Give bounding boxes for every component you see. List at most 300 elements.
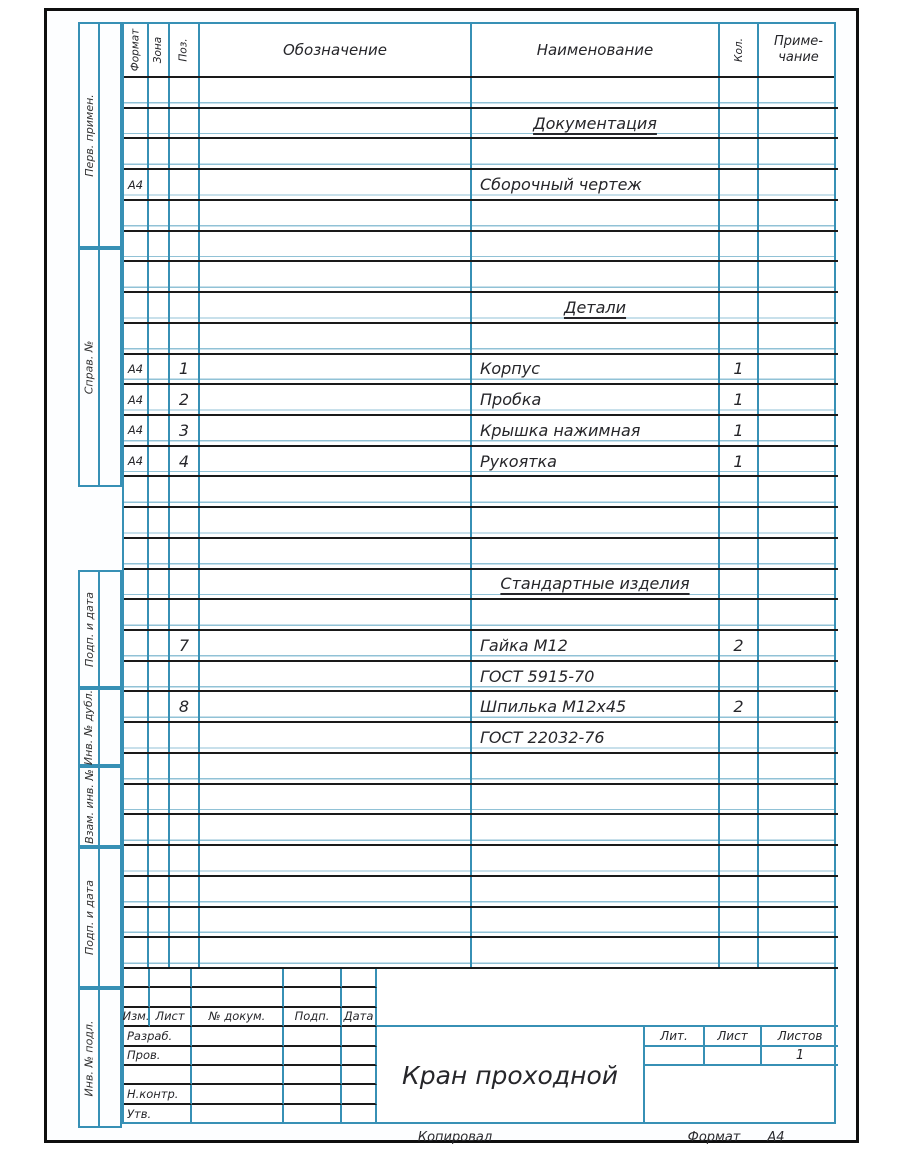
spec-cell-format — [124, 109, 149, 138]
spec-cell-zone — [149, 600, 170, 629]
signature-blank-cell — [342, 1027, 377, 1046]
spec-cell-qty — [720, 662, 759, 691]
spec-cell-format — [124, 938, 149, 967]
spec-cell-designation — [200, 262, 472, 291]
spec-cell-format: А4 — [124, 416, 149, 445]
margin-strip-label — [80, 572, 100, 686]
margin-strip-label — [80, 690, 100, 764]
column-header-name-label: Наименование — [536, 41, 654, 59]
spec-cell-pos — [170, 539, 200, 568]
signature-blank-cell — [284, 1085, 342, 1104]
spec-cell-pos — [170, 815, 200, 844]
spec-cell-zone — [149, 785, 170, 814]
spec-cell-designation — [200, 170, 472, 199]
margin-strip-label — [80, 24, 100, 246]
spec-cell-format — [124, 477, 149, 506]
spec-cell-format — [124, 662, 149, 691]
spec-cell-name — [472, 600, 720, 629]
spec-row — [124, 170, 838, 201]
spec-cell-note — [759, 938, 838, 967]
margin-strip — [78, 22, 122, 248]
format-label: Формат — [687, 1129, 741, 1145]
rev-header-cell: № докум. — [192, 1008, 284, 1027]
spec-cell-zone — [149, 385, 170, 414]
signature-label-cell: Н.контр. — [124, 1085, 192, 1104]
rev-header-cell: Подп. — [284, 1008, 342, 1027]
spec-cell-qty: 1 — [720, 355, 759, 384]
spec-cell-designation — [200, 908, 472, 937]
spec-cell-format — [124, 293, 149, 322]
spec-cell-format — [124, 262, 149, 291]
spec-row — [124, 815, 838, 846]
spec-row — [124, 477, 838, 508]
spec-cell-note — [759, 877, 838, 906]
spec-cell-format: А4 — [124, 355, 149, 384]
spec-row — [124, 754, 838, 785]
rev-blank-cell — [150, 988, 192, 1007]
spec-row — [124, 293, 838, 324]
spec-row — [124, 78, 838, 109]
signature-label-cell — [124, 1066, 192, 1085]
margin-strip-void — [100, 690, 120, 764]
spec-cell-note — [759, 355, 838, 384]
spec-cell-name: ГОСТ 22032-76 — [472, 723, 720, 752]
spec-cell-format — [124, 754, 149, 783]
spec-cell-note — [759, 723, 838, 752]
signature-blank-cell — [284, 1047, 342, 1066]
spec-row — [124, 600, 838, 631]
spec-cell-name — [472, 232, 720, 261]
spec-cell-note — [759, 416, 838, 445]
spec-cell-pos — [170, 570, 200, 599]
spec-cell-name — [472, 877, 720, 906]
spec-cell-designation — [200, 447, 472, 476]
spec-cell-zone — [149, 201, 170, 230]
product-name: Кран проходной — [401, 1061, 618, 1090]
sheet-header-cell — [705, 1027, 762, 1047]
spec-cell-format — [124, 631, 149, 660]
spec-row — [124, 723, 838, 754]
spec-cell-name — [472, 78, 720, 107]
column-header-note-line2: чание — [778, 50, 819, 65]
spec-cell-qty — [720, 723, 759, 752]
spec-cell-name — [472, 539, 720, 568]
spec-cell-qty — [720, 201, 759, 230]
spec-cell-zone — [149, 78, 170, 107]
spec-cell-name — [472, 908, 720, 937]
spec-cell-designation — [200, 662, 472, 691]
spec-cell-designation — [200, 815, 472, 844]
spec-cell-note — [759, 846, 838, 875]
spec-cell-qty — [720, 293, 759, 322]
product-name-cell — [377, 1027, 645, 1124]
spec-cell-pos — [170, 938, 200, 967]
section-title: Документация — [533, 113, 657, 133]
signature-blank-cell — [342, 1085, 377, 1104]
spec-cell-format — [124, 692, 149, 721]
spec-cell-pos — [170, 846, 200, 875]
spec-cell-name: Рукоятка — [472, 447, 720, 476]
margin-strip-label — [80, 849, 100, 986]
spec-cell-qty — [720, 109, 759, 138]
spec-cell-designation — [200, 846, 472, 875]
signature-blank-cell — [192, 1105, 284, 1124]
spec-cell-designation — [200, 785, 472, 814]
spec-cell-format — [124, 324, 149, 353]
spec-cell-zone — [149, 109, 170, 138]
spec-cell-pos — [170, 908, 200, 937]
margin-strip-void — [100, 24, 120, 246]
margin-strip — [78, 248, 122, 487]
spec-cell-qty: 2 — [720, 631, 759, 660]
spec-cell-note — [759, 109, 838, 138]
spec-cell-pos — [170, 723, 200, 752]
spec-cell-format — [124, 785, 149, 814]
spec-row — [124, 846, 838, 877]
spec-cell-designation — [200, 877, 472, 906]
signature-label-cell: Утв. — [124, 1105, 192, 1124]
spec-row — [124, 385, 838, 416]
signature-blank-cell — [342, 1047, 377, 1066]
spec-cell-designation — [200, 508, 472, 537]
spec-cell-qty — [720, 139, 759, 168]
spec-row — [124, 109, 838, 140]
copied-label: Копировал — [417, 1129, 493, 1145]
spec-cell-designation — [200, 570, 472, 599]
spec-row — [124, 416, 838, 447]
spec-cell-qty — [720, 508, 759, 537]
spec-cell-pos — [170, 508, 200, 537]
signature-blank-cell — [342, 1105, 377, 1124]
signature-label-cell: Пров. — [124, 1047, 192, 1066]
spec-cell-zone — [149, 662, 170, 691]
spec-cell-note — [759, 232, 838, 261]
spec-row — [124, 662, 838, 693]
margin-strip-void — [100, 572, 120, 686]
spec-cell-note — [759, 692, 838, 721]
spec-cell-designation — [200, 631, 472, 660]
signature-blank-cell — [284, 1105, 342, 1124]
spec-cell-designation — [200, 139, 472, 168]
sheets-header-cell — [762, 1027, 838, 1047]
spec-cell-zone — [149, 508, 170, 537]
spec-cell-zone — [149, 539, 170, 568]
margin-strip-label — [80, 768, 100, 845]
spec-row — [124, 570, 838, 601]
spec-cell-zone — [149, 416, 170, 445]
spec-cell-zone — [149, 447, 170, 476]
spec-cell-designation — [200, 754, 472, 783]
margin-strip — [78, 570, 122, 688]
spec-cell-pos — [170, 262, 200, 291]
spec-cell-qty: 1 — [720, 416, 759, 445]
spec-cell-note — [759, 600, 838, 629]
column-header-note — [759, 24, 838, 76]
column-header-qty-label: Кол. — [732, 38, 745, 62]
spec-row — [124, 232, 838, 263]
spec-cell-designation — [200, 385, 472, 414]
document-designation-cell — [377, 969, 838, 1027]
spec-cell-qty — [720, 815, 759, 844]
spec-cell-designation — [200, 201, 472, 230]
spec-cell-zone — [149, 846, 170, 875]
spec-cell-format — [124, 232, 149, 261]
spec-cell-designation — [200, 723, 472, 752]
spec-cell-note — [759, 508, 838, 537]
spec-cell-designation — [200, 477, 472, 506]
margin-strip-text: Перв. примен. — [82, 93, 96, 177]
spec-cell-format — [124, 508, 149, 537]
spec-cell-qty — [720, 938, 759, 967]
column-header-pos — [170, 24, 200, 76]
spec-cell-format: А4 — [124, 385, 149, 414]
spec-cell-pos — [170, 600, 200, 629]
spec-cell-format — [124, 908, 149, 937]
spec-cell-zone — [149, 938, 170, 967]
spec-cell-note — [759, 908, 838, 937]
column-header-format-label: Формат — [129, 28, 142, 72]
margin-strip — [78, 688, 122, 766]
margin-strip-text: Взам. инв. № — [82, 769, 96, 844]
spec-table-header — [124, 24, 834, 78]
spec-cell-designation — [200, 692, 472, 721]
lit-label: Лит. — [660, 1028, 688, 1043]
spec-cell-pos — [170, 877, 200, 906]
margin-strip-text: Инв. № подл. — [82, 1020, 96, 1096]
spec-cell-note — [759, 754, 838, 783]
spec-row — [124, 201, 838, 232]
spec-cell-qty — [720, 232, 759, 261]
column-header-designation — [200, 24, 472, 76]
lit-value-cell — [645, 1047, 705, 1067]
spec-cell-format — [124, 139, 149, 168]
spec-cell-name: Сборочный чертеж — [472, 170, 720, 199]
sheets-value: 1 — [795, 1047, 805, 1063]
spec-cell-note — [759, 139, 838, 168]
spec-cell-format — [124, 539, 149, 568]
spec-cell-format — [124, 201, 149, 230]
spec-cell-qty — [720, 908, 759, 937]
format-note — [678, 1129, 750, 1145]
spec-cell-note — [759, 815, 838, 844]
spec-cell-pos: 1 — [170, 355, 200, 384]
spec-cell-designation — [200, 416, 472, 445]
column-header-note-line1: Приме- — [774, 33, 823, 49]
copied-note — [395, 1129, 515, 1145]
spec-cell-name — [472, 201, 720, 230]
column-header-format — [124, 24, 149, 76]
spec-cell-note — [759, 631, 838, 660]
spec-cell-zone — [149, 232, 170, 261]
spec-cell-qty — [720, 170, 759, 199]
spec-cell-format: А4 — [124, 447, 149, 476]
section-title: Стандартные изделия — [500, 574, 690, 594]
column-header-pos-label: Поз. — [178, 38, 190, 62]
spec-row — [124, 539, 838, 570]
spec-cell-note — [759, 324, 838, 353]
spec-cell-qty — [720, 570, 759, 599]
spec-row — [124, 877, 838, 908]
spec-cell-zone — [149, 631, 170, 660]
spec-cell-zone — [149, 170, 170, 199]
spec-cell-pos — [170, 78, 200, 107]
rev-blank-cell — [284, 969, 342, 988]
spec-cell-name: Гайка М12 — [472, 631, 720, 660]
column-header-name — [472, 24, 720, 76]
spec-cell-name: Крышка нажимная — [472, 416, 720, 445]
spec-row — [124, 938, 838, 969]
spec-cell-name — [472, 938, 720, 967]
spec-cell-qty — [720, 262, 759, 291]
signature-blank-cell — [192, 1047, 284, 1066]
margin-strip — [78, 988, 122, 1128]
margin-strip — [78, 847, 122, 988]
spec-cell-pos — [170, 109, 200, 138]
title-block — [124, 969, 838, 1124]
spec-cell-format — [124, 600, 149, 629]
spec-cell-designation — [200, 539, 472, 568]
sheet-label: Лист — [717, 1028, 748, 1043]
spec-row — [124, 324, 838, 355]
spec-cell-pos — [170, 232, 200, 261]
spec-cell-qty — [720, 477, 759, 506]
spec-cell-format — [124, 877, 149, 906]
margin-strip-label — [80, 250, 100, 485]
spec-cell-name — [472, 262, 720, 291]
rev-blank-cell — [284, 988, 342, 1007]
spec-cell-pos: 8 — [170, 692, 200, 721]
spec-cell-pos — [170, 324, 200, 353]
spec-cell-note — [759, 477, 838, 506]
signature-label-cell: Разраб. — [124, 1027, 192, 1046]
spec-cell-name: ГОСТ 5915-70 — [472, 662, 720, 691]
spec-cell-name: Шпилька М12х45 — [472, 692, 720, 721]
margin-strip-text: Подп. и дата — [82, 880, 96, 955]
spec-cell-pos: 2 — [170, 385, 200, 414]
signature-blank-cell — [284, 1066, 342, 1085]
spec-cell-note — [759, 785, 838, 814]
spec-cell-name — [472, 324, 720, 353]
spec-cell-note — [759, 201, 838, 230]
spec-cell-designation — [200, 293, 472, 322]
margin-strip-void — [100, 768, 120, 845]
signature-blank-cell — [342, 1066, 377, 1085]
format-value: А4 — [767, 1129, 785, 1145]
spec-cell-zone — [149, 723, 170, 752]
signature-blank-cell — [284, 1027, 342, 1046]
spec-cell-designation — [200, 109, 472, 138]
spec-cell-zone — [149, 477, 170, 506]
spec-cell-name — [472, 754, 720, 783]
spec-row — [124, 262, 838, 293]
spec-cell-qty: 1 — [720, 385, 759, 414]
margin-strip-label — [80, 990, 100, 1126]
spec-cell-pos — [170, 662, 200, 691]
spec-cell-pos — [170, 785, 200, 814]
spec-cell-qty: 1 — [720, 447, 759, 476]
column-header-designation-label: Обозначение — [282, 41, 388, 59]
spec-cell-zone — [149, 355, 170, 384]
lit-header-cell — [645, 1027, 705, 1047]
spec-cell-pos — [170, 293, 200, 322]
rev-header-cell: Изм. — [124, 1008, 150, 1027]
spec-cell-pos: 3 — [170, 416, 200, 445]
margin-strip-void — [100, 849, 120, 986]
spec-cell-format: А4 — [124, 170, 149, 199]
margin-strip-text: Справ. № — [82, 340, 96, 395]
spec-cell-qty — [720, 877, 759, 906]
spec-cell-name: Корпус — [472, 355, 720, 384]
spec-cell-name — [472, 846, 720, 875]
spec-cell-pos — [170, 201, 200, 230]
spec-row — [124, 355, 838, 386]
spec-cell-note — [759, 385, 838, 414]
spec-cell-zone — [149, 293, 170, 322]
signature-blank-cell — [192, 1066, 284, 1085]
column-header-qty — [720, 24, 759, 76]
spec-cell-zone — [149, 324, 170, 353]
spec-cell-name — [472, 508, 720, 537]
rev-header-cell: Дата — [342, 1008, 377, 1027]
spec-cell-designation — [200, 232, 472, 261]
spec-cell-note — [759, 662, 838, 691]
spec-cell-qty — [720, 600, 759, 629]
spec-cell-designation — [200, 938, 472, 967]
column-header-zone — [149, 24, 170, 76]
spec-cell-zone — [149, 262, 170, 291]
rev-blank-cell — [124, 988, 150, 1007]
spec-cell-qty: 2 — [720, 692, 759, 721]
spec-cell-qty — [720, 846, 759, 875]
rev-table — [124, 969, 377, 1124]
spec-cell-zone — [149, 139, 170, 168]
title-block-right-section — [645, 1027, 838, 1124]
spec-row — [124, 692, 838, 723]
spec-cell-format — [124, 815, 149, 844]
spec-cell-qty — [720, 78, 759, 107]
spec-table-body — [124, 78, 834, 969]
spec-cell-pos — [170, 170, 200, 199]
rev-header-cell: Лист — [150, 1008, 192, 1027]
rev-blank-cell — [192, 969, 284, 988]
rev-blank-cell — [150, 969, 192, 988]
spec-cell-designation — [200, 324, 472, 353]
spec-cell-name: Пробка — [472, 385, 720, 414]
spec-cell-designation — [200, 78, 472, 107]
spec-cell-name — [472, 109, 720, 138]
spec-cell-name — [472, 293, 720, 322]
spec-row — [124, 447, 838, 478]
lit-header-row — [645, 1027, 838, 1047]
spec-cell-note — [759, 539, 838, 568]
spec-cell-qty — [720, 754, 759, 783]
spec-cell-zone — [149, 570, 170, 599]
spec-cell-note — [759, 570, 838, 599]
spec-cell-pos — [170, 139, 200, 168]
spec-row — [124, 139, 838, 170]
spec-cell-note — [759, 78, 838, 107]
spec-cell-pos: 7 — [170, 631, 200, 660]
spec-row — [124, 785, 838, 816]
spec-cell-note — [759, 170, 838, 199]
spec-cell-note — [759, 293, 838, 322]
margin-strip-void — [100, 250, 120, 485]
spec-cell-note — [759, 262, 838, 291]
organization-cell — [645, 1066, 838, 1124]
spec-cell-pos — [170, 754, 200, 783]
signature-blank-cell — [192, 1085, 284, 1104]
spec-cell-name — [472, 785, 720, 814]
